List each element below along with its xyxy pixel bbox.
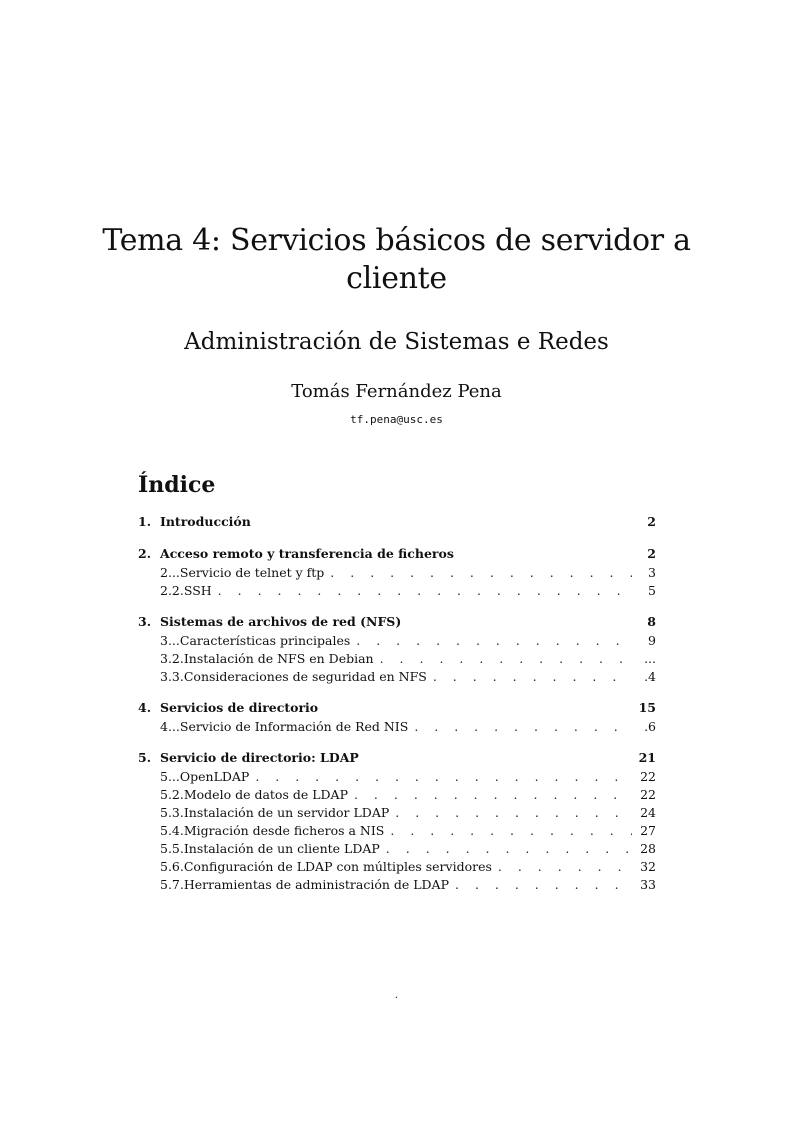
toc-subentry-title: Características principales bbox=[179, 633, 351, 648]
toc-subentry-title: Migración desde ficheros a NIS bbox=[183, 823, 385, 838]
toc-subentry-number: 2... bbox=[160, 565, 180, 580]
toc-subentry-title: SSH bbox=[183, 583, 212, 598]
toc-subentry-page: 27 bbox=[640, 823, 656, 838]
toc-entry-subsection[interactable] bbox=[138, 840, 656, 858]
toc-section bbox=[138, 544, 656, 600]
toc-subentry-number: 2.2. bbox=[160, 583, 184, 598]
toc-dot-leader bbox=[380, 650, 632, 668]
toc-subentry-page: 33 bbox=[640, 877, 656, 892]
toc-entry-subsection[interactable] bbox=[138, 582, 656, 600]
toc-subentry-title: Servicio de telnet y ftp bbox=[179, 565, 325, 580]
toc-entry-page: 8 bbox=[647, 614, 656, 629]
toc-dot-leader bbox=[433, 668, 632, 686]
toc-subentry-title: Consideraciones de seguridad en NFS bbox=[183, 669, 427, 684]
toc-entry-page: 2 bbox=[647, 546, 656, 561]
toc-entry-number: 4. bbox=[138, 700, 152, 715]
toc-subentry-page: 22 bbox=[640, 769, 656, 784]
document-subtitle: Administración de Sistemas e Redes bbox=[184, 329, 609, 355]
toc-entry-subsection[interactable] bbox=[138, 876, 656, 894]
toc-subentry-title: Configuración de LDAP con múltiples servidores bbox=[183, 859, 492, 874]
toc-dot-leader bbox=[386, 840, 632, 858]
toc-subentry-number: 5... bbox=[160, 769, 180, 784]
toc-entry-title: Sistemas de archivos de red (NFS) bbox=[160, 614, 402, 629]
toc-entry-number: 5. bbox=[138, 750, 152, 765]
toc-entry-title: Servicios de directorio bbox=[160, 700, 319, 715]
toc-dot-leader bbox=[356, 632, 632, 650]
toc-subentry-title: Instalación de NFS en Debian bbox=[183, 651, 374, 666]
title-line-1: Tema 4: Servicios básicos de servidor a bbox=[102, 223, 691, 258]
toc-subentry-page: 3 bbox=[648, 565, 656, 580]
toc-dot-leader bbox=[414, 718, 632, 736]
toc-subentry-page: .4 bbox=[644, 669, 656, 684]
toc-subentry-number: 5.5. bbox=[160, 841, 184, 856]
toc-subentry-number: 5.6. bbox=[160, 859, 184, 874]
toc-subentry-title: Herramientas de administración de LDAP bbox=[183, 877, 449, 892]
toc-subentry-number: 5.3. bbox=[160, 805, 184, 820]
toc-subentry-number: 3.2. bbox=[160, 651, 184, 666]
toc-dot-leader bbox=[390, 822, 632, 840]
toc-entry-section[interactable] bbox=[138, 748, 656, 768]
toc-subentry-number: 3... bbox=[160, 633, 180, 648]
author-email: tf.pena@usc.es bbox=[350, 413, 443, 426]
toc-section bbox=[138, 612, 656, 686]
toc-entry-subsection[interactable] bbox=[138, 768, 656, 786]
toc-subentry-page: 24 bbox=[640, 805, 656, 820]
toc-subentry-title: OpenLDAP bbox=[179, 769, 250, 784]
toc-entry-subsection[interactable] bbox=[138, 718, 656, 736]
toc-entry-section[interactable] bbox=[138, 698, 656, 718]
toc-entry-subsection[interactable] bbox=[138, 650, 656, 668]
toc-entry-subsection[interactable] bbox=[138, 804, 656, 822]
toc-dot-leader bbox=[455, 876, 632, 894]
toc-entry-subsection[interactable] bbox=[138, 786, 656, 804]
toc-subentry-title: Modelo de datos de LDAP bbox=[183, 787, 348, 802]
page-folio: . bbox=[394, 990, 399, 1001]
toc-entry-title: Servicio de directorio: LDAP bbox=[160, 750, 359, 765]
toc-heading: Índice bbox=[138, 472, 216, 498]
toc-section bbox=[138, 698, 656, 736]
toc-entry-section[interactable] bbox=[138, 512, 656, 532]
toc-entry-section[interactable] bbox=[138, 544, 656, 564]
toc-entry-subsection[interactable] bbox=[138, 632, 656, 650]
toc-entry-title: Acceso remoto y transferencia de ficheros bbox=[160, 546, 454, 561]
toc-entry-subsection[interactable] bbox=[138, 564, 656, 582]
toc-subentry-page: ... bbox=[644, 651, 656, 666]
toc-dot-leader bbox=[218, 582, 632, 600]
title-line-2: cliente bbox=[346, 261, 447, 296]
toc-subentry-page: 22 bbox=[640, 787, 656, 802]
toc-dot-leader bbox=[330, 564, 632, 582]
toc-entry-title: Introducción bbox=[160, 514, 251, 529]
author-name: Tomás Fernández Pena bbox=[291, 381, 502, 402]
table-of-contents bbox=[138, 512, 656, 906]
toc-entry-page: 2 bbox=[647, 514, 656, 529]
toc-subentry-page: 9 bbox=[648, 633, 656, 648]
toc-entry-page: 15 bbox=[638, 700, 656, 715]
toc-entry-number: 3. bbox=[138, 614, 152, 629]
toc-subentry-number: 5.2. bbox=[160, 787, 184, 802]
toc-subentry-page: 5 bbox=[648, 583, 656, 598]
toc-entry-subsection[interactable] bbox=[138, 822, 656, 840]
toc-dot-leader bbox=[498, 858, 632, 876]
toc-subentry-page: 32 bbox=[640, 859, 656, 874]
toc-subentry-number: 5.7. bbox=[160, 877, 184, 892]
toc-subentry-page: .6 bbox=[644, 719, 656, 734]
document-title bbox=[0, 222, 793, 298]
toc-entry-subsection[interactable] bbox=[138, 668, 656, 686]
toc-dot-leader bbox=[255, 768, 632, 786]
toc-entry-number: 2. bbox=[138, 546, 152, 561]
toc-dot-leader bbox=[395, 804, 632, 822]
toc-entry-number: 1. bbox=[138, 514, 152, 529]
toc-subentry-title: Instalación de un cliente LDAP bbox=[183, 841, 380, 856]
toc-subentry-number: 5.4. bbox=[160, 823, 184, 838]
toc-subentry-number: 3.3. bbox=[160, 669, 184, 684]
toc-subentry-number: 4... bbox=[160, 719, 180, 734]
toc-dot-leader bbox=[354, 786, 632, 804]
toc-subentry-page: 28 bbox=[640, 841, 656, 856]
toc-entry-section[interactable] bbox=[138, 612, 656, 632]
toc-subentry-title: Servicio de Información de Red NIS bbox=[179, 719, 409, 734]
toc-entry-subsection[interactable] bbox=[138, 858, 656, 876]
toc-section bbox=[138, 748, 656, 894]
toc-subentry-title: Instalación de un servidor LDAP bbox=[183, 805, 390, 820]
toc-entry-page: 21 bbox=[638, 750, 656, 765]
toc-section bbox=[138, 512, 656, 532]
